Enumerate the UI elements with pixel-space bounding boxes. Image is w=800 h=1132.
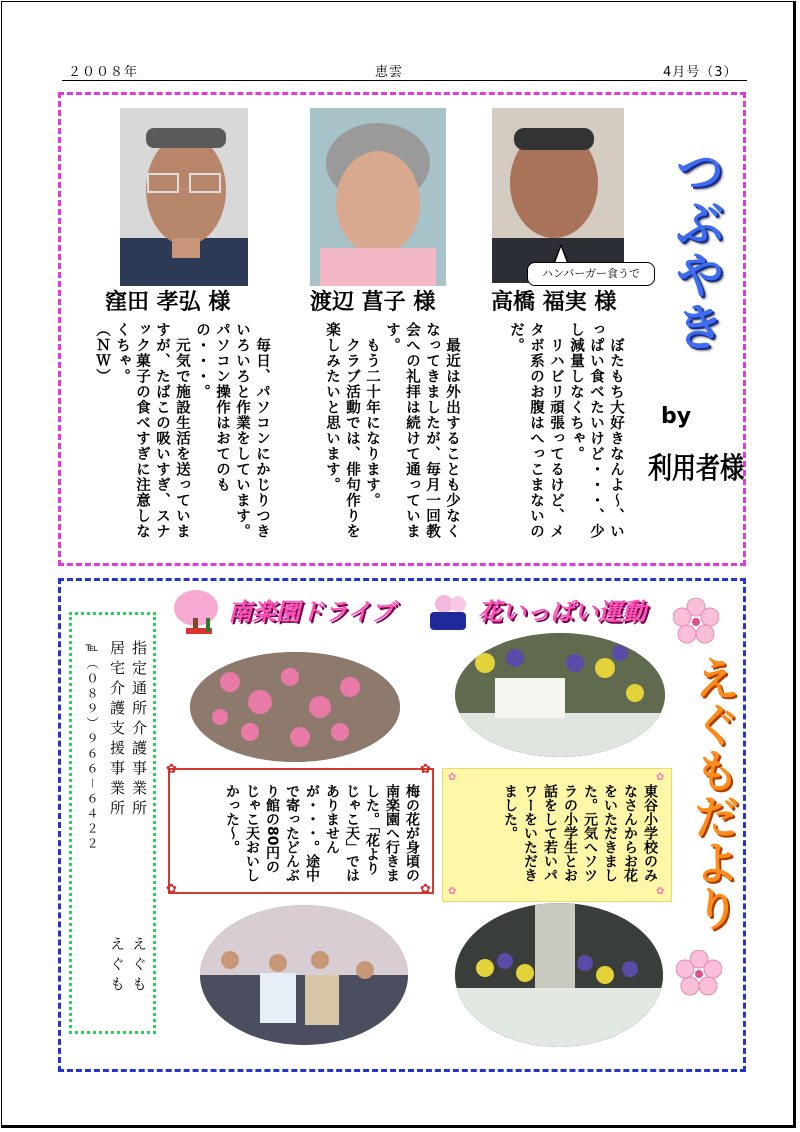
by-label: by [661, 404, 692, 429]
photo-plum-blossoms [190, 652, 400, 762]
cherry-tree-icon [168, 588, 230, 644]
flower-bag-icon [424, 592, 472, 632]
photo-kubota [120, 108, 248, 286]
person-name-takahashi: 高橋 福実 様 [491, 290, 617, 315]
photo-flower-pots [455, 903, 663, 1047]
tsubuyaki-title: つぶやき [667, 145, 725, 353]
banner-drive: 南楽園ドライブ [228, 598, 395, 626]
header-rule [62, 80, 747, 81]
speech-bubble: ハンバーガー食うで [527, 262, 655, 286]
berry-icon: ✿ [420, 762, 431, 777]
contact-business-names: 指定通所介護事業所 居宅介護支援事業所 [108, 640, 148, 820]
person-name-kubota: 窪田 孝弘 様 [105, 290, 231, 315]
person-name-watanabe: 渡辺 菖子 様 [310, 290, 436, 315]
berry-icon: ✿ [166, 882, 177, 897]
contact-short-names: えぐも えぐも [108, 936, 148, 996]
sakura-flower-icon-bottom [676, 950, 722, 996]
photo-group-outing [200, 905, 408, 1045]
header-newsletter-name: 恵雲 [375, 65, 404, 80]
users-label: 利用者様 [648, 451, 744, 486]
berry-icon: ✿ [166, 762, 177, 777]
sakura-flower-icon [673, 598, 719, 644]
comment-kubota: 毎日、パソコンにかじりつきいろいろと作業をしています。パソコン操作はおてのもの・・・。 元気で施設生活を送っていますが、たばこの吸いすぎ、スナック菓子の食べすぎに注意しなくちゃ。 （ＮＷ） [94, 322, 270, 539]
banner-flower: 花いっぱい運動 [478, 598, 646, 626]
contact-telephone: ℡（０８９）９６６－６４２２ [85, 640, 99, 853]
story-flowers-text: 東谷小学校のみなさんからお花をいただきました。元気へソツラの小学生とお話をして若いパワーをいただきました。 [502, 784, 658, 882]
story-drive-text: 梅の花が身頃の南楽園へ行きました。「花よりじゃこ天」ではありませんが・・・。途中で寄ったどんぶり館の80円のじゃこ天おいしかった～。 [224, 784, 420, 882]
comment-watanabe: 最近は外出することも少なくなってきましたが、毎月一回教会への礼拝は続けて通っています。 もう二十年になります。 クラブ活動では、俳句作りを楽しみたいと思います。 [324, 322, 460, 539]
header-year: ２００８年 [68, 65, 139, 80]
berry-icon: ✿ [420, 882, 431, 897]
egumo-title: えぐもだより [687, 655, 741, 931]
photo-pansies [455, 633, 665, 757]
header-issue: 4月号（3） [663, 65, 738, 80]
comment-takahashi: ぼたもち大好きなんよ～、いっぱい食べたいけど・・・、少し減量しなくちゃ。 リハビリ頑張ってるけど、メタボ系のお腹はへっこまないのだ。 [508, 322, 624, 539]
photo-watanabe [310, 108, 446, 286]
